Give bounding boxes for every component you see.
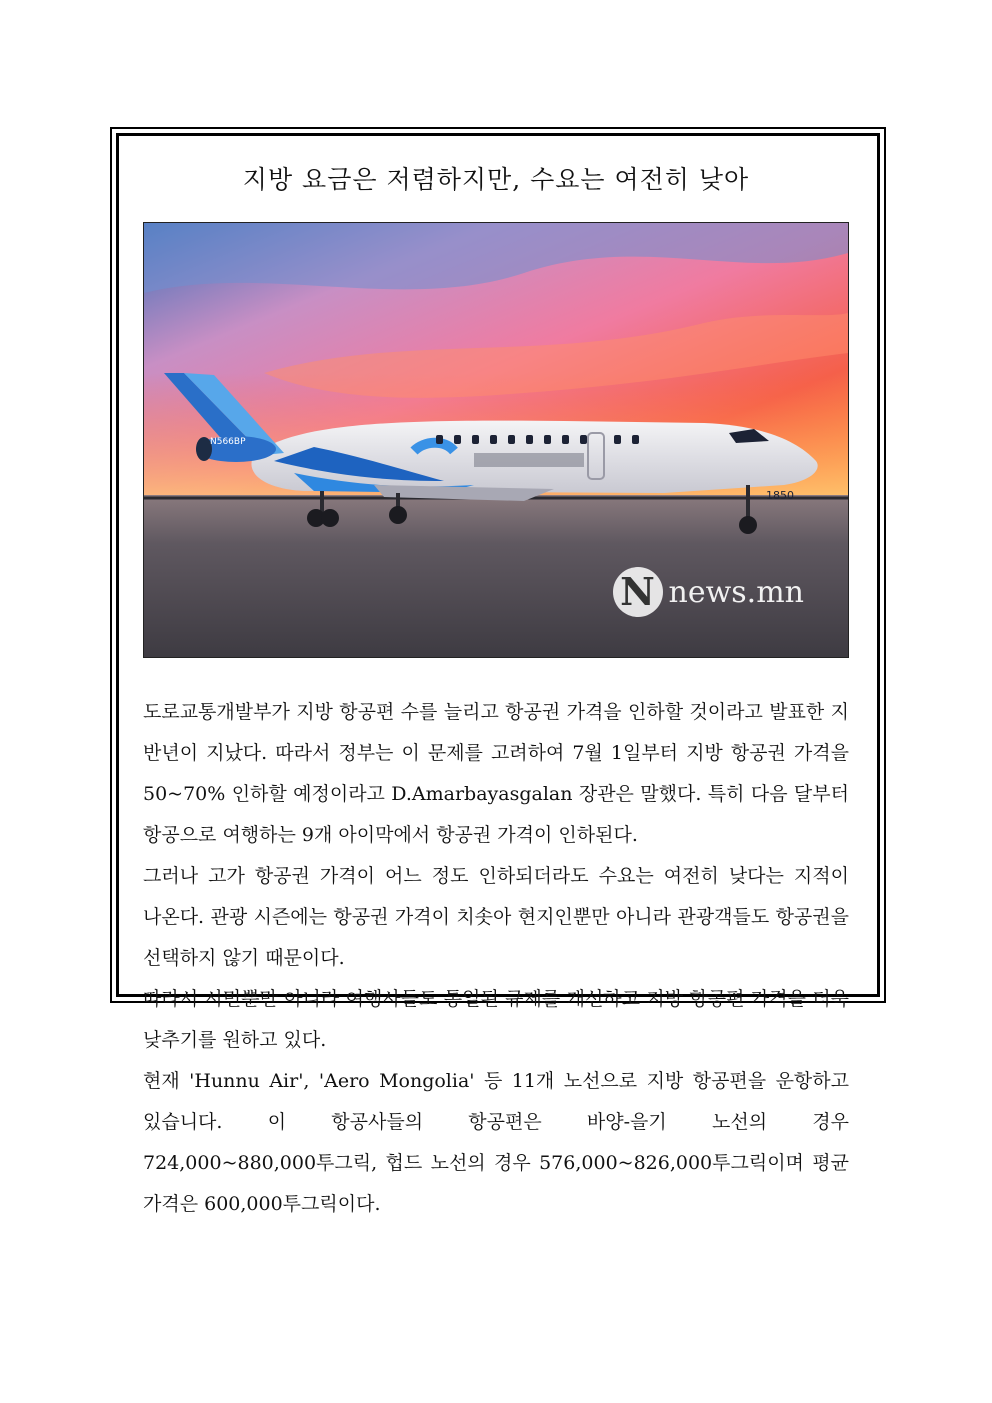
article-paragraph: 그러나 고가 항공권 가격이 어느 정도 인하되더라도 수요는 여전히 낮다는 지적이 나온다. 관광 시즌에는 항공권 가격이 치솟아 현지인뿐만 아니라 관광객들도 항공권을 선택하지 않기 때문이다. xyxy=(143,865,849,969)
news-logo-icon: N xyxy=(613,567,663,617)
nose-number: 1850 xyxy=(766,489,794,502)
article-paragraph: 따라서 시민뿐만 아니라 여행사들도 통일된 규제를 개선하고 지방 항공편 가격을 더욱 낮추기를 원하고 있다. xyxy=(143,988,849,1051)
article-paragraph: 현재 'Hunnu Air', 'Aero Mongolia' 등 11개 노선으로 지방 항공편을 운항하고 있습니다. 이 항공사들의 항공편은 바양-을기 노선의 경우 724,000~880,000투그릭, 헙드 노선의 경우 576,000~826,000투그릭이며 평균 가격은 600,000투그릭이다. xyxy=(143,1070,849,1215)
article-photo xyxy=(143,222,849,658)
news-watermark xyxy=(613,567,804,617)
tail-number: N566BP xyxy=(210,437,246,447)
article-paragraph: 도로교통개발부가 지방 항공편 수를 늘리고 항공권 가격을 인하할 것이라고 발표한 지 반년이 지났다. 따라서 정부는 이 문제를 고려하여 7월 1일부터 지방 항공권 가격을 50~70% 인하할 예정이라고 D.Amarbayasgalan 장관은 말했다. 특히 다음 달부터 항공으로 여행하는 9개 아이막에서 항공권 가격이 인하된다. xyxy=(143,701,849,846)
blurred-livery xyxy=(474,453,584,467)
article-title: 지방 요금은 저렴하지만, 수요는 여전히 낮아 xyxy=(242,165,750,194)
news-watermark-text: news.mn xyxy=(668,574,804,610)
article-body xyxy=(143,692,849,1225)
